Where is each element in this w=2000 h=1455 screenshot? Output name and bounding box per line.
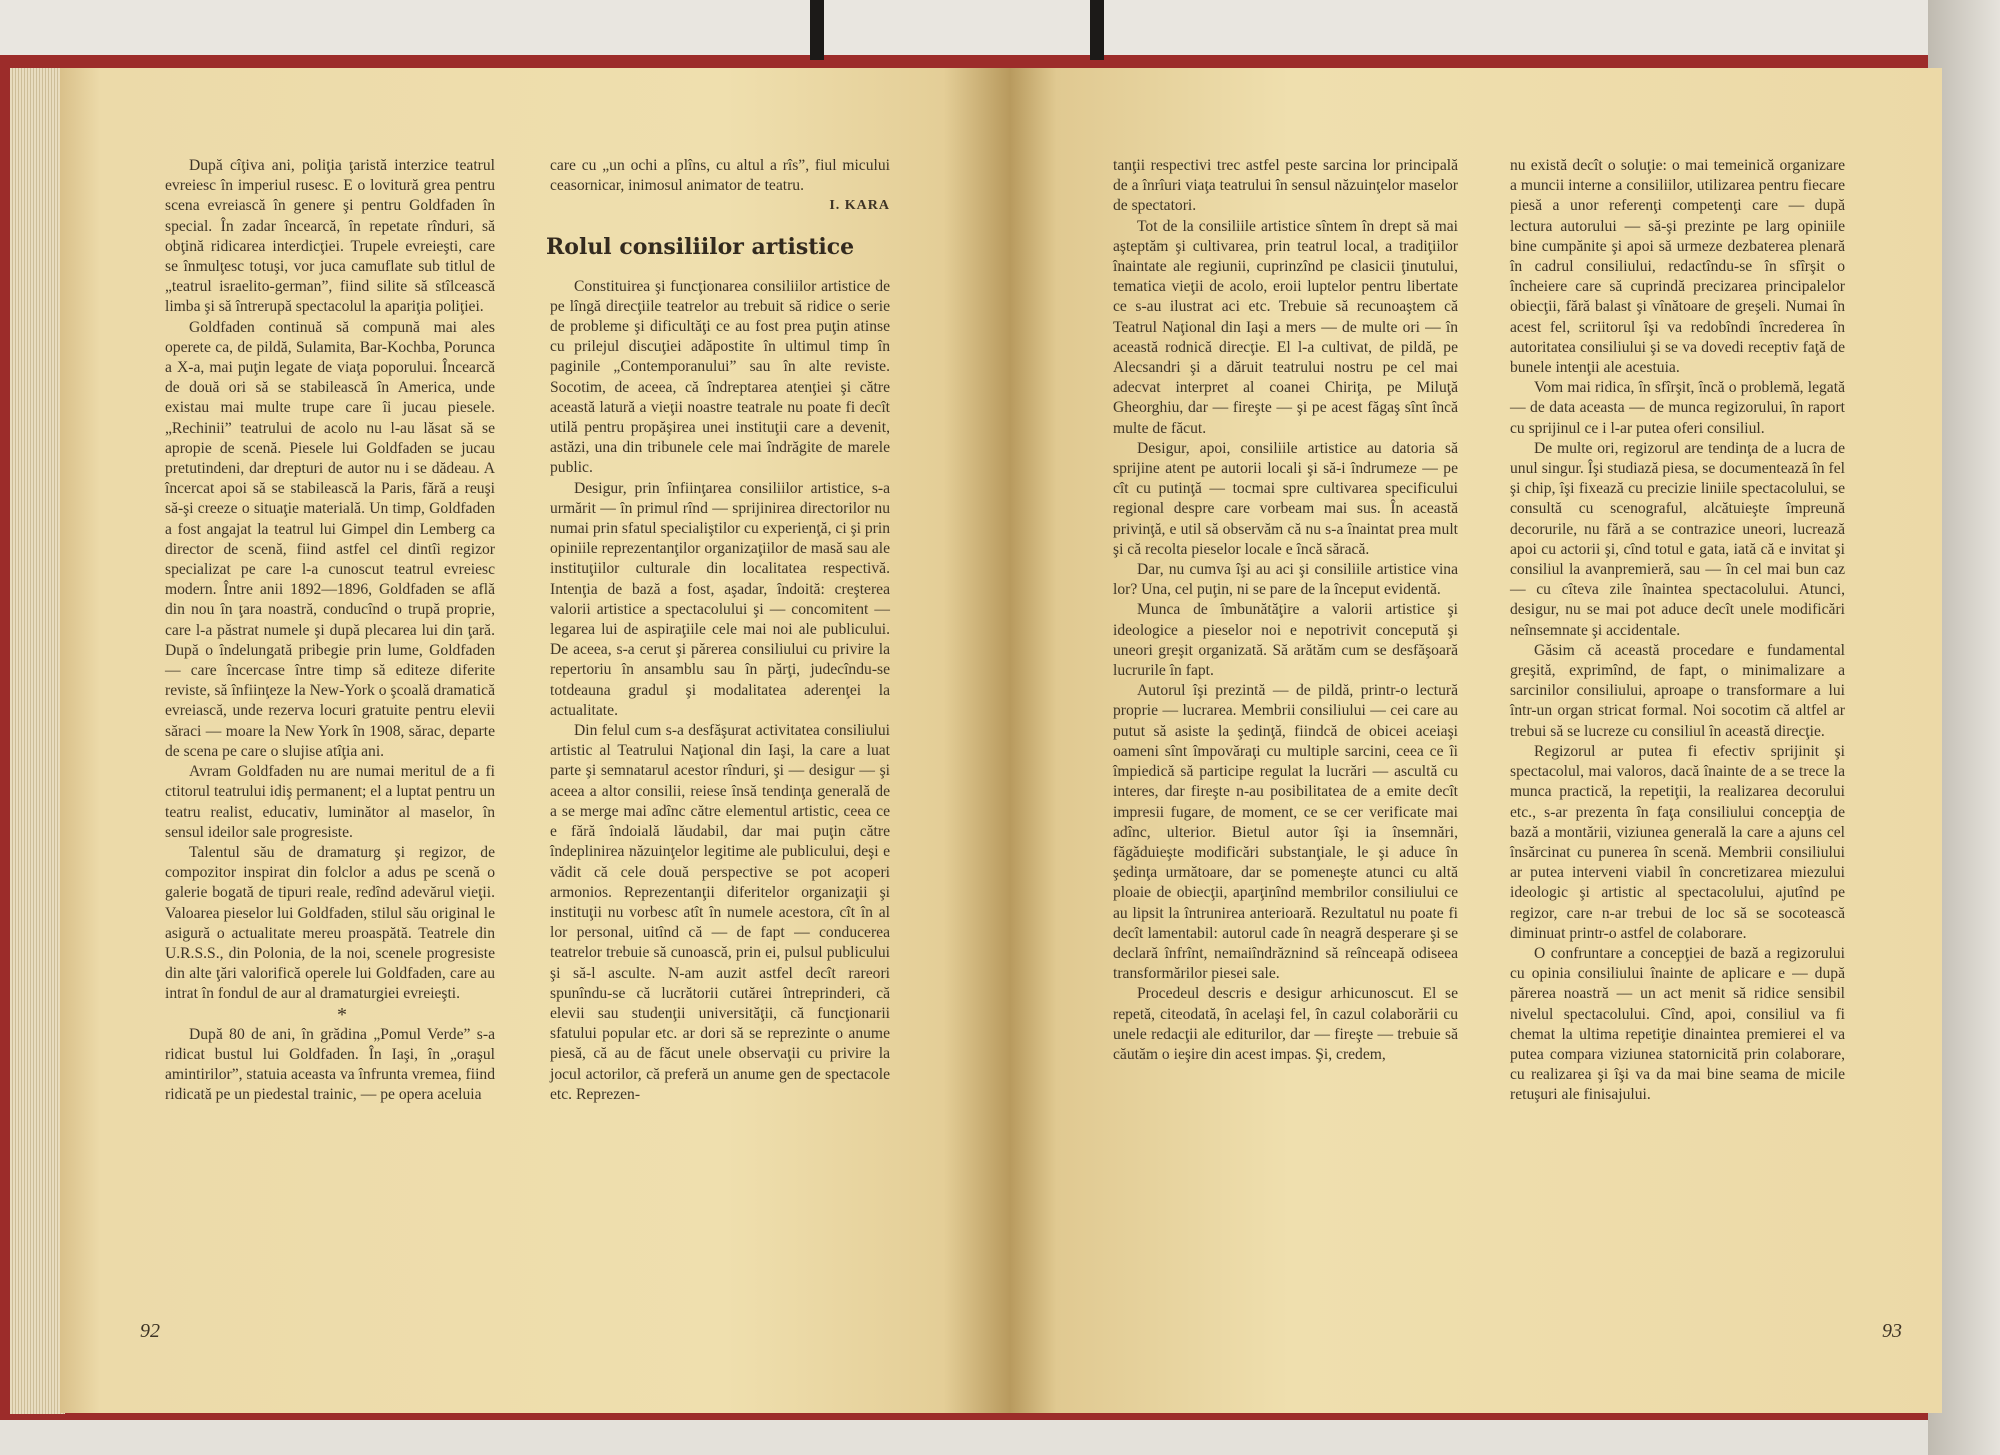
article-title: Rolul consiliilor artistice [546,233,855,260]
page-number: 92 [140,1320,160,1342]
author-signature: I. KARA [829,198,890,214]
paragraph: Talentul său de dramaturg şi regizor, de compozitor inspirat din folclor a adus pe scenă o galerie bogată de tipuri reale, redînd adevărul vieţii. Valoarea pieselor lui Goldfaden, stilul său original le asigură o actualitate mereu proaspătă. Teatrele din U.R.S.S., din Polonia, de la noi, scenele progresiste din alte ţări valorifică operele lui Goldfaden, care au intrat în fondul de aur al dramaturgiei evreieşti. [165,843,495,1003]
paragraph-continuation: nu există decît o soluţie: o mai temeinică organizare a muncii interne a consiliilor, utilizarea pentru fiecare piesă a unor referenţi competenţi care — după lectura autorului — să-şi prezinte pe larg opiniile bine cumpănite şi apoi să urmeze dezbaterea plenară în cadrul consiliului, redactîndu-se în sfîrşit o încheiere care să cuprindă precizarea principalelor obiecţii, fără balast şi vînătoare de greşeli. Numai în acest fel, scriitorul îşi va redobîndi încrederea în autoritatea consiliului şi se va dovedi receptiv faţă de bunele intenţii ale acestuia. [1510,157,1845,377]
section-separator-star: * [337,1003,347,1026]
paragraph: După cîţiva ani, poliţia ţaristă interzice teatrul evreiesc în imperiul rusesc. E o lovitură grea pentru scena evreiască în genere şi pentru Goldfaden în special. În zadar încearcă, în repetate rînduri, să obţină ridicarea interdicţiei. Trupele evreieşti, care se înmulţesc totuşi, vor juca camuflate sub titlul de „teatrul israelito-german”, fiind silite să stîlcească limba şi să întrerupă spectacolul la apariţia poliţiei. [165,157,495,316]
left-page-column-1 [165,156,495,1106]
paragraph: Procedeul descris e desigur arhicunoscut. El se repetă, citeodată, în acelaşi fel, în cazul colaborării cu unele redacţii ale editurilor, dar — fireşte — trebuie să căutăm o ieşire din acest impas. Şi, credem, [1113,985,1458,1063]
paragraph: Găsim că această procedare e fundamental greşită, exprimînd, de fapt, o minimalizare a sarcinilor consiliului, aproape o transformare a lui într-un organ stricat formal. Noi socotim că altfel ar trebui să se lucreze cu consiliul în această direcţie. [1510,641,1845,740]
paragraph: Tot de la consiliile artistice sîntem în drept să mai aşteptăm şi cultivarea, prin teatrul local, a tradiţiilor înaintate ale regiunii, cuprinzînd pe clasicii ţinutului, tematica vieţii de acolo, eroii luptelor pentru libertate ce s-au ilustrat aci etc. Trebuie să recunoaştem că Teatrul Naţional din Iaşi a mers — de multe ori — în această rodnică direcţie. El l-a cultivat, de pildă, pe Alecsandri şi a dăruit teatrului nostru pe cel mai adecvat interpret al coanei Chiriţa, pe Miluţă Gheorghiu, dar — fireşte — şi pe acest făgaş sînt încă multe de făcut. [1113,217,1458,437]
scan-bottom-border [0,1420,2000,1455]
bookmark-ribbon-right [1090,0,1104,60]
paragraph: Constituirea şi funcţionarea consiliilor artistice de pe lîngă direcţiile teatrelor au trebuit să ridice o serie de probleme şi dificultăţi ce au fost prea puţin atinse cu prilejul discuţiei adăpostite în ultimul timp în paginile „Contemporanului” sau în alte reviste. Socotim, de aceea, că îndreptarea atenţiei şi către această latură a vieţii noastre teatrale nu poate fi decît utilă pentru propăşirea unei instituţii care a devenit, astăzi, una din tribunele cele mai îndrăgite de marele public. [550,277,890,477]
paragraph: O confruntare a concepţiei de bază a regizorului cu opinia consiliului înainte de aplicare e — după părerea noastră — un act menit să ridice sensibil nivelul spectacolului. Cînd, apoi, consiliul va fi chemat la ultima repetiţie dinaintea premierei el va putea compara viziunea statornicită prin colaborare, cu realizarea şi îşi va da mai bine seama de micile retuşuri ale finisajului. [1510,944,1845,1104]
paragraph-continuation: care cu „un ochi a plîns, cu altul a rîs”, fiul micului ceasornicar, inimosul animator de teatru. [550,157,890,195]
paragraph: Desigur, prin înfiinţarea consiliilor artistice, s-a urmărit — în primul rînd — sprijinirea directorilor nu numai prin sfatul specialiştilor cu experienţă, ci şi prin opiniile reprezentanţilor organizaţiilor de masă sau ale instituţiilor culturale din localitatea respectivă. Intenţia de bază a fost, aşadar, îndoită: creşterea valorii artistice a spectacolului şi — concomitent — legarea lui de aspiraţiile cele mai noi ale publicului. De aceea, s-a cerut şi părerea consiliului cu privire la repertoriu în ansamblu sau în părţi, judecîndu-se totdeauna gradul şi modalitatea aderenţei la actualitate. [550,479,890,719]
right-page-column-1 [1113,156,1458,1065]
paragraph-continuation: tanţii respectivi trec astfel peste sarcina lor principală de a înrîuri viaţa teatrului în sensul năzuinţelor maselor de spectatori. [1113,157,1458,215]
paragraph: Regizorul ar putea fi efectiv sprijinit şi spectacolul, mai valoros, dacă înainte de a se trece la munca practică, la repetiţii, la realizarea decorului etc., s-ar prezenta în faţa consiliului concepţia de bază a montării, viziunea generală la care a ajuns cel însărcinat cu punerea în scenă. Membrii consiliului ar putea interveni viabil în concretizarea miezului ideologic şi artistic al spectacolului, ajutînd pe regizor, care n-ar trebui de loc să se socotească diminuat printr-o astfel de colaborare. [1510,742,1845,942]
right-page-column-2 [1510,156,1845,1106]
paragraph: Dar, nu cumva îşi au aci şi consiliile artistice vina lor? Una, cel puţin, ni se pare de la început evidentă. [1113,561,1458,599]
paragraph: Desigur, apoi, consiliile artistice au datoria să sprijine atent pe autorii locali şi să-i îndrumeze — pe cît cu putinţă — tocmai spre cultivarea specificului regional despre care vorbeam mai sus. În această privinţă, e util să observăm că nu s-a înaintat prea mult şi că recolta pieselor locale e încă săracă. [1113,439,1458,558]
bookmark-ribbon-left [810,0,824,60]
page-edges-left [10,68,65,1414]
paragraph: Avram Goldfaden nu are numai meritul de a fi ctitorul teatrului idiş permanent; el a luptat pentru un teatru realist, educativ, luminător al maselor, în sensul ideilor sale progresiste. [165,763,495,841]
paragraph: Vom mai ridica, în sfîrşit, încă o problemă, legată — de data aceasta — de munca regizorului, în raport cu sprijinul ce i l-ar putea oferi consiliul. [1510,379,1845,437]
paragraph: De multe ori, regizorul are tendinţa de a lucra de unul singur. Îşi studiază piesa, se documentează în fel şi chip, îşi fixează cu precizie liniile spectacolului, se consultă cu scenograful, alcătuieşte împreună decorurile, nu fără a se contrazice uneori, lucrează apoi cu actorii şi, cînd totul e gata, iată că e invitat şi consiliul la avanpremieră, sau — în cel mai bun caz — cu cîteva zile înaintea spectacolului. Atunci, desigur, nu se mai pot aduce decît unele modificări neînsemnate şi accidentale. [1510,439,1845,639]
left-page [60,68,1010,1413]
scan-top-border [0,0,2000,58]
paragraph: Munca de îmbunătăţire a valorii artistice şi ideologice a pieselor noi e nepotrivit concepută şi uneori greşit organizată. Să arătăm cum se desfăşoară lucrurile în fapt. [1113,601,1458,680]
paragraph: După 80 de ani, în grădina „Pomul Verde” s-a ridicat bustul lui Goldfaden. În Iaşi, în „oraşul amintirilor”, statuia aceasta va înfrunta vremea, fiind ridicată pe un piedestal trainic, — pe opera aceluia [165,1025,495,1104]
page-number: 93 [1882,1320,1902,1342]
right-page [1010,68,1942,1413]
paragraph: Autorul îşi prezintă — de pildă, printr-o lectură proprie — lucrarea. Membrii consiliului — cei care au putut să asiste la şedinţă, fiindcă de obicei aceiaşi oameni sînt împovăraţi cu multiple sarcini, ceea ce îi împiedică să participe regulat la lucrări — ascultă cu interes, dar fireşte n-au posibilitatea de a emite decît impresii fugare, de moment, ce se cer verificate mai adînc, ulterior. Bietul autor îşi ia însemnări, făgăduieşte modificări substanţiale, le şi aduce în şedinţa următoare, dar se pomeneşte atunci cu altă ploaie de obiecţii, aparţinînd membrilor consiliului ce au lipsit la întrunirea anterioară. Rezultatul nu poate fi decît lamentabil: autorul cade în neagră desperare şi se declară înfrînt, nemaiîndrăznind să reînceapă odiseea transformărilor piesei sale. [1113,682,1458,983]
paragraph: Goldfaden continuă să compună mai ales operete ca, de pildă, Sulamita, Bar-Kochba, Porunca a X-a, mai puţin legate de viaţa poporului. Încearcă de două ori să se stabilească în America, unde existau mai multe trupe care îi jucau piesele. „Rechinii” teatrului de acolo nu l-au lăsat să se apropie de scenă. Piesele lui Goldfaden se jucau pretutindeni, dar drepturi de autor nu i se dădeau. A încercat apoi să se stabilească la Paris, fără a reuşi să-şi creeze o situaţie materială. Un timp, Goldfaden a fost angajat la teatrul lui Gimpel din Lemberg ca director de scenă, fiind astfel cel dintîi regizor specializat pe care l-a cunoscut teatrul evreiesc modern. Între anii 1892—1896, Goldfaden se află din nou în ţara noastră, conducînd o trupă proprie, care l-a păstrat numele şi după plecarea lui din ţară. După o îndelungată pribegie prin lume, Goldfaden — care încercase între timp să editeze diferite reviste, să înfiinţeze la New-York o şcoală dramatică evreiască, unde rezerva locuri gratuite pentru elevii săraci — moare la New York în 1908, sărac, departe de scena pe care o slujise atîţia ani. [165,318,495,760]
left-page-column-2 [546,156,890,1105]
paragraph: Din felul cum s-a desfăşurat activitatea consiliului artistic al Teatrului Naţional din Iaşi, la care a luat parte şi semnatarul acestor rînduri, şi — desigur — şi aceea a altor consilii, reiese însă tendinţa generală de a se merge mai adînc către elementul artistic, ceea ce e fără îndoială lăudabil, dar mai puţin către îndeplinirea năzuinţelor legitime ale publicului, deşi e vădit că cele două perspective se pot acoperi armonios. Reprezentanţii diferitelor organizaţii şi instituţii nu vorbesc atît în numele acestora, cît în al lor personal, uitînd că — de fapt — conducerea teatrelor trebuie să cunoască, prin ei, pulsul publicului şi să-l asculte. N-am auzit astfel decît rareori spunîndu-se că lucrătorii cutărei întreprinderi, că elevii sau studenţii universităţii, că funcţionarii sfatului popular etc. ar dori să se reprezinte o anume piesă, că au de făcut unele observaţii cu privire la jocul actorilor, că preferă un anume gen de spectacole etc. Reprezen- [550,722,890,1103]
